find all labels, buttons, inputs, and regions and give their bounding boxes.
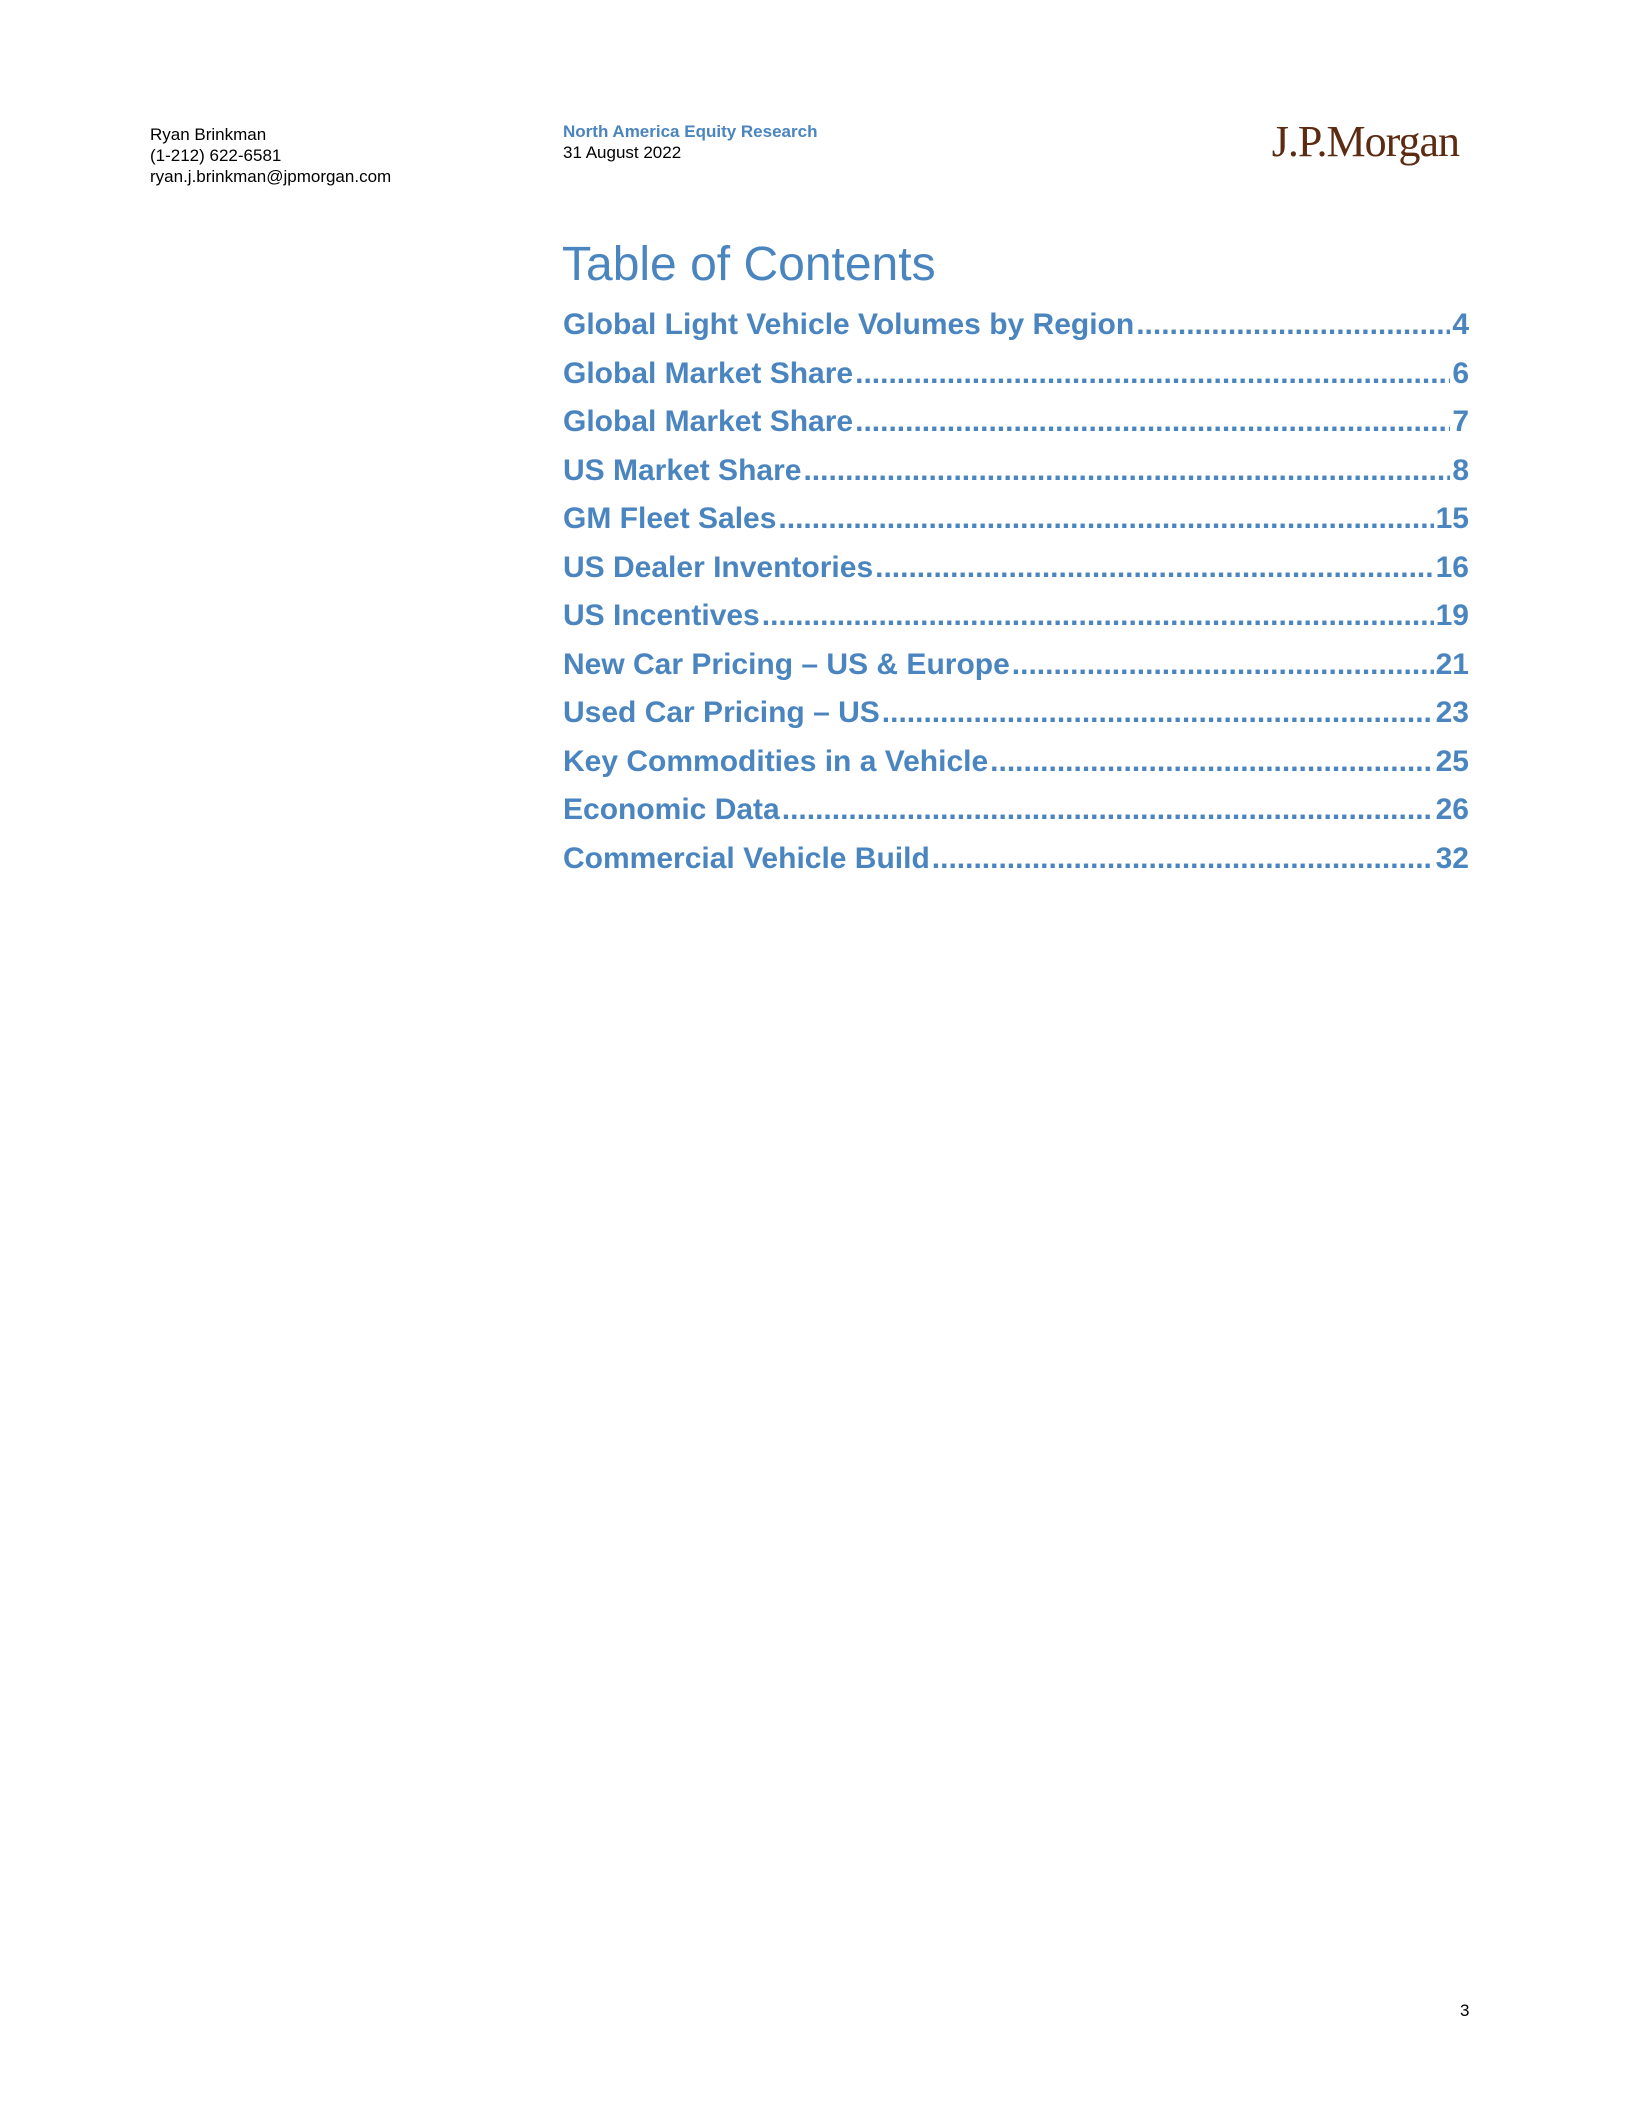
toc-title: Table of Contents xyxy=(562,238,936,291)
toc-entry[interactable] xyxy=(563,793,1469,842)
toc-entry[interactable] xyxy=(563,454,1469,503)
author-name: Ryan Brinkman xyxy=(150,125,267,144)
toc-entry[interactable] xyxy=(563,648,1469,697)
toc-entry-label: Key Commodities in a Vehicle xyxy=(563,744,989,778)
page-number: 3 xyxy=(1460,2001,1470,2020)
toc-entry-page: 4 xyxy=(1452,308,1469,341)
toc-entry[interactable] xyxy=(563,599,1469,648)
toc-entry-page: 19 xyxy=(1435,599,1469,632)
author-phone: (1-212) 622-6581 xyxy=(150,146,282,165)
toc-entry[interactable] xyxy=(563,745,1469,794)
toc-dot-leader xyxy=(782,793,1434,827)
toc-dot-leader xyxy=(762,599,1434,633)
toc-entry-page: 21 xyxy=(1435,647,1469,681)
toc-entry[interactable] xyxy=(563,696,1469,745)
toc-entry[interactable] xyxy=(563,308,1469,357)
toc-entry[interactable] xyxy=(563,551,1469,600)
toc-entry-page: 32 xyxy=(1435,841,1469,875)
author-email[interactable]: ryan.j.brinkman@jpmorgan.com xyxy=(150,167,392,186)
toc-entry-page: 26 xyxy=(1435,793,1469,826)
toc-dot-leader xyxy=(803,454,1450,488)
research-department: North America Equity Research xyxy=(563,122,818,141)
toc-entry-page: 6 xyxy=(1452,356,1469,390)
toc-entry-label: Used Car Pricing – US xyxy=(563,696,880,729)
toc-entry-label: Global Light Vehicle Volumes by Region xyxy=(563,308,1135,341)
report-date: 31 August 2022 xyxy=(563,143,682,162)
jpmorgan-logo: J.P.Morgan xyxy=(1271,117,1459,166)
toc-entry[interactable] xyxy=(563,502,1469,551)
toc-entry-label: GM Fleet Sales xyxy=(563,502,777,535)
toc-entry[interactable] xyxy=(563,357,1469,406)
toc-entry-page: 23 xyxy=(1435,696,1469,729)
toc-entry-label: US Dealer Inventories xyxy=(563,550,874,584)
toc-dot-leader xyxy=(855,405,1450,439)
toc-entry-label: Economic Data xyxy=(563,793,780,826)
toc-entry-label: New Car Pricing – US & Europe xyxy=(563,647,1010,681)
toc-entry-label: US Incentives xyxy=(563,599,760,632)
toc-entry-page: 15 xyxy=(1435,502,1469,535)
table-of-contents xyxy=(563,308,1469,890)
toc-entry-label: Global Market Share xyxy=(563,405,854,438)
report-info-block xyxy=(563,121,817,163)
toc-entry-label: Commercial Vehicle Build xyxy=(563,841,930,875)
toc-dot-leader xyxy=(778,502,1433,536)
toc-entry-page: 7 xyxy=(1452,405,1469,438)
toc-dot-leader xyxy=(1136,308,1450,342)
toc-dot-leader xyxy=(932,842,1434,876)
toc-dot-leader xyxy=(990,745,1433,779)
toc-entry-label: US Market Share xyxy=(563,453,802,487)
toc-dot-leader xyxy=(882,696,1434,730)
toc-entry-page: 25 xyxy=(1435,744,1469,778)
toc-dot-leader xyxy=(875,551,1434,585)
toc-entry[interactable] xyxy=(563,405,1469,454)
toc-entry-page: 16 xyxy=(1435,550,1469,584)
author-contact-block xyxy=(150,124,391,187)
toc-entry-label: Global Market Share xyxy=(563,356,854,390)
toc-entry-page: 8 xyxy=(1452,453,1469,487)
toc-dot-leader xyxy=(1012,648,1434,682)
toc-dot-leader xyxy=(855,357,1450,391)
toc-entry[interactable] xyxy=(563,842,1469,891)
